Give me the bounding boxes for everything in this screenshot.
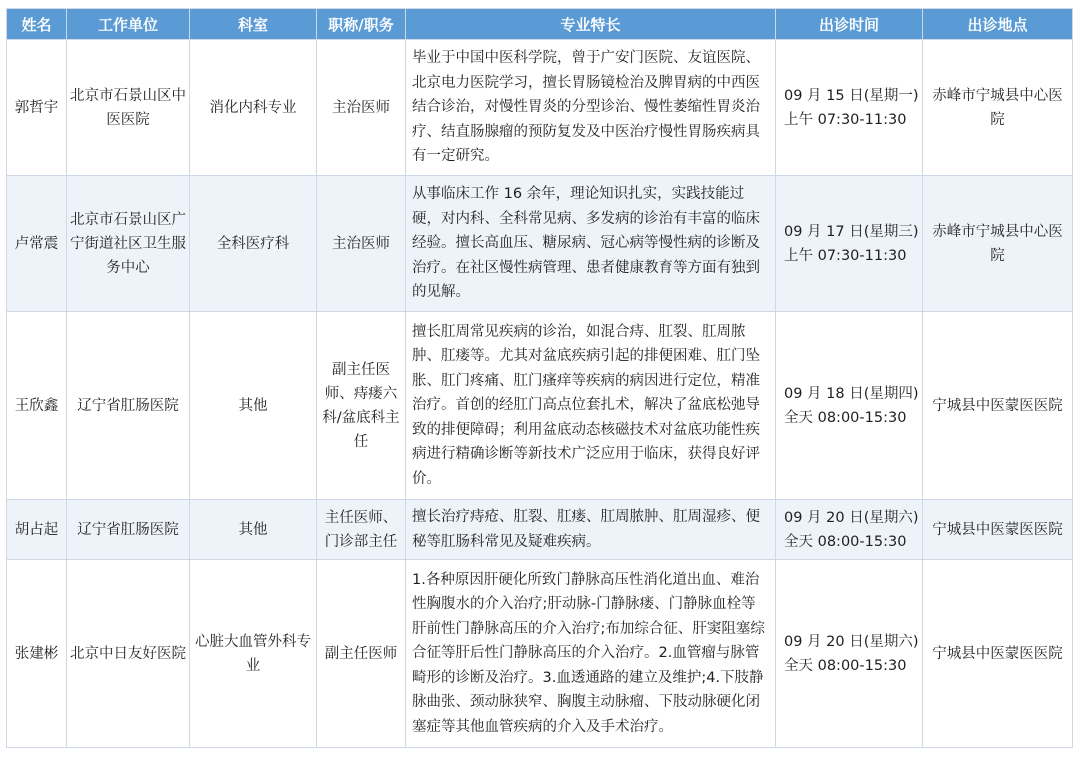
cell-hours: 全天 08:00-15:30 — [784, 409, 907, 426]
table-header-row — [7, 9, 1073, 40]
cell-dept: 全科医疗科 — [190, 176, 317, 312]
cell-unit: 辽宁省肛肠医院 — [67, 500, 190, 560]
schedule-table-container — [6, 8, 1072, 748]
cell-place: 赤峰市宁城县中心医院 — [923, 40, 1073, 176]
cell-place: 宁城县中医蒙医医院 — [923, 500, 1073, 560]
cell-name: 胡占起 — [7, 500, 67, 560]
cell-dept: 其他 — [190, 312, 317, 500]
header-dept: 科室 — [190, 9, 317, 40]
cell-dept: 其他 — [190, 500, 317, 560]
cell-name: 郭哲宇 — [7, 40, 67, 176]
header-title: 职称/职务 — [317, 9, 406, 40]
header-unit: 工作单位 — [67, 9, 190, 40]
cell-date: 09 月 15 日(星期一) — [784, 87, 919, 104]
cell-place: 宁城县中医蒙医医院 — [923, 312, 1073, 500]
cell-dept: 心脏大血管外科专业 — [190, 560, 317, 748]
doctor-schedule-table — [6, 8, 1073, 748]
header-name: 姓名 — [7, 9, 67, 40]
cell-time — [776, 312, 923, 500]
cell-title: 主治医师 — [317, 176, 406, 312]
cell-date: 09 月 17 日(星期三) — [784, 223, 919, 240]
cell-title: 主治医师 — [317, 40, 406, 176]
cell-specialty: 1.各种原因肝硬化所致门静脉高压性消化道出血、难治性胸腹水的介入治疗;肝动脉-门静脉瘘、门静脉血栓等肝前性门静脉高压的介入治疗;布加综合征、肝窦阻塞综合征等肝后性门静脉高压的介入治疗。2.血管瘤与脉管畸形的诊断及治疗。3.血透通路的建立及维护;4.下肢静脉曲张、颈动脉狭窄、胸腹主动脉瘤、下肢动脉硬化闭塞症等其他血管疾病的介入及手术治疗。 — [406, 560, 776, 748]
cell-hours: 全天 08:00-15:30 — [784, 657, 907, 674]
cell-dept: 消化内科专业 — [190, 40, 317, 176]
cell-unit: 北京中日友好医院 — [67, 560, 190, 748]
header-place: 出诊地点 — [923, 9, 1073, 40]
cell-title: 副主任医师 — [317, 560, 406, 748]
cell-hours: 上午 07:30-11:30 — [784, 247, 907, 264]
cell-date: 09 月 20 日(星期六) — [784, 633, 919, 650]
cell-hours: 全天 08:00-15:30 — [784, 533, 907, 550]
cell-date: 09 月 18 日(星期四) — [784, 385, 919, 402]
table-row — [7, 312, 1073, 500]
header-specialty: 专业特长 — [406, 9, 776, 40]
cell-time — [776, 40, 923, 176]
cell-specialty: 毕业于中国中医科学院，曾于广安门医院、友谊医院、北京电力医院学习，擅长胃肠镜检治及脾胃病的中西医结合诊治，对慢性胃炎的分型诊治、慢性萎缩性胃炎治疗、结直肠腺瘤的预防复发及中医治疗慢性胃肠疾病具有一定研究。 — [406, 40, 776, 176]
header-time: 出诊时间 — [776, 9, 923, 40]
cell-place: 赤峰市宁城县中心医院 — [923, 176, 1073, 312]
cell-time — [776, 500, 923, 560]
cell-place: 宁城县中医蒙医医院 — [923, 560, 1073, 748]
table-row — [7, 176, 1073, 312]
cell-name: 张建彬 — [7, 560, 67, 748]
cell-unit: 北京市石景山区中医医院 — [67, 40, 190, 176]
cell-unit: 北京市石景山区广宁街道社区卫生服务中心 — [67, 176, 190, 312]
cell-time — [776, 176, 923, 312]
cell-specialty: 擅长肛周常见疾病的诊治，如混合痔、肛裂、肛周脓肿、肛瘘等。尤其对盆底疾病引起的排便困难、肛门坠胀、肛门疼痛、肛门瘙痒等疾病的病因进行定位，精准治疗。首创的经肛门高点位套扎术，解决了盆底松弛导致的排便障碍；利用盆底动态核磁技术对盆底功能性疾病进行精确诊断等新技术广泛应用于临床，获得良好评价。 — [406, 312, 776, 500]
cell-hours: 上午 07:30-11:30 — [784, 111, 907, 128]
cell-specialty: 从事临床工作 16 余年，理论知识扎实，实践技能过硬，对内科、全科常见病、多发病的诊治有丰富的临床经验。擅长高血压、糖尿病、冠心病等慢性病的诊断及治疗。在社区慢性病管理、患者健康教育等方面有独到的见解。 — [406, 176, 776, 312]
cell-time — [776, 560, 923, 748]
cell-date: 09 月 20 日(星期六) — [784, 509, 919, 526]
cell-title: 主任医师、门诊部主任 — [317, 500, 406, 560]
table-row — [7, 500, 1073, 560]
cell-name: 卢常震 — [7, 176, 67, 312]
cell-name: 王欣鑫 — [7, 312, 67, 500]
cell-specialty: 擅长治疗痔疮、肛裂、肛瘘、肛周脓肿、肛周湿疹、便秘等肛肠科常见及疑难疾病。 — [406, 500, 776, 560]
cell-unit: 辽宁省肛肠医院 — [67, 312, 190, 500]
cell-title: 副主任医师、痔瘘六科/盆底科主任 — [317, 312, 406, 500]
table-row — [7, 560, 1073, 748]
table-row — [7, 40, 1073, 176]
